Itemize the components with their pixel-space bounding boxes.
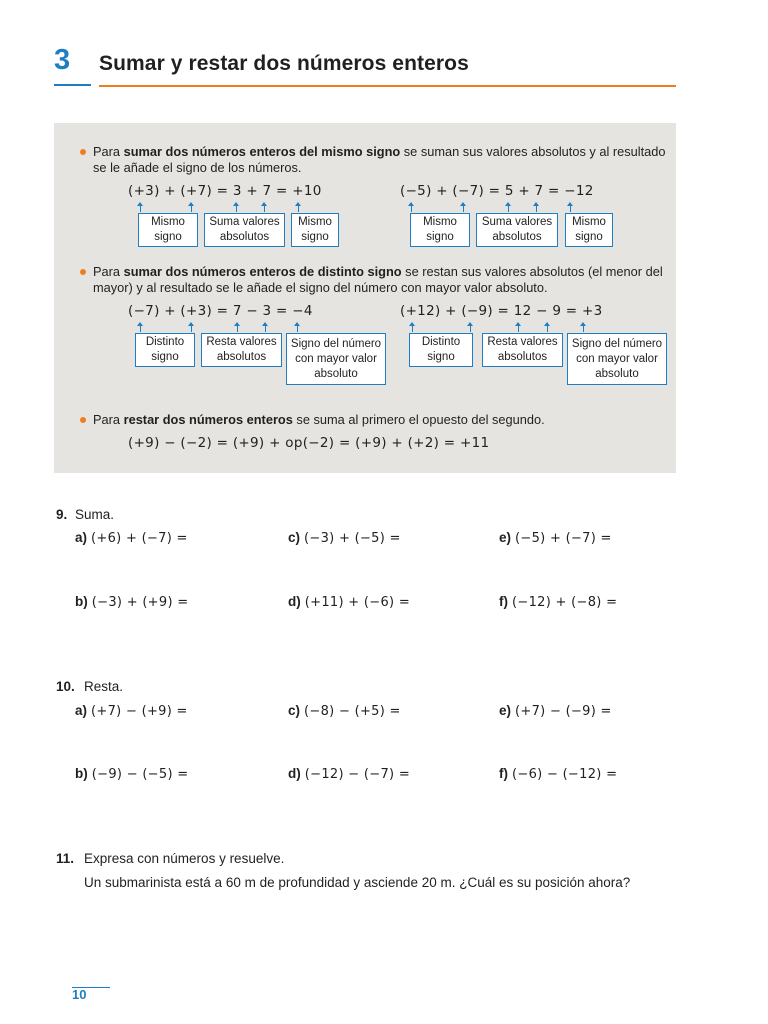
bullet-icon (80, 417, 86, 423)
rule3-example: (+9) − (−2) = (+9) + op(−2) = (+9) + (+2) = +11 (128, 435, 490, 451)
exercise-prompt: Suma. (75, 507, 115, 522)
rule2-example-1: (−7) + (+3) = 7 − 3 = −4 (128, 303, 313, 319)
label-mismo-signo: Mismo signo (291, 213, 339, 247)
page-title: Sumar y restar dos números enteros (99, 52, 469, 75)
exercise-item: f) (−12) + (−8) = (499, 594, 618, 610)
exercise-item: a) (+7) − (+9) = (75, 703, 188, 719)
label-suma-valores-absolutos: Suma valores absolutos (476, 213, 558, 247)
rule2-line1: Para sumar dos números enteros de distinto signo se restan sus valores absolutos (el menor del (93, 264, 663, 279)
exercise-statement: Un submarinista está a 60 m de profundidad y asciende 20 m. ¿Cuál es su posición ahora? (84, 875, 631, 890)
page-number: 10 (72, 987, 87, 1002)
exercise-number: 10. (56, 679, 75, 694)
label-signo-mayor-valor: Signo del número con mayor valor absoluto (567, 333, 667, 385)
label-suma-valores-absolutos: Suma valores absolutos (204, 213, 285, 247)
rule1-example-2: (−5) + (−7) = 5 + 7 = −12 (400, 183, 594, 199)
rule1-line1: Para sumar dos números enteros del mismo signo se suman sus valores absolutos y al resultado (93, 144, 666, 159)
exercise-prompt: Expresa con números y resuelve. (84, 851, 285, 866)
title-underline (99, 85, 676, 87)
exercise-item: e) (+7) − (−9) = (499, 703, 612, 719)
exercise-number: 9. (56, 507, 68, 522)
exercise-item: a) (+6) + (−7) = (75, 530, 188, 546)
rule1-line2: se le añade el signo de los números. (93, 160, 302, 175)
label-mismo-signo: Mismo signo (410, 213, 470, 247)
section-number-underline (54, 84, 91, 86)
label-distinto-signo: Distinto signo (135, 333, 195, 367)
exercise-item: b) (−9) − (−5) = (75, 766, 189, 782)
exercise-item: c) (−3) + (−5) = (288, 530, 401, 546)
exercise-prompt: Resta. (84, 679, 124, 694)
rule2-line2: mayor) y al resultado se le añade el signo del número con mayor valor absoluto. (93, 280, 548, 295)
exercise-item: e) (−5) + (−7) = (499, 530, 612, 546)
label-distinto-signo: Distinto signo (409, 333, 473, 367)
rule2-example-2: (+12) + (−9) = 12 − 9 = +3 (400, 303, 603, 319)
bullet-icon (80, 269, 86, 275)
rule3-line1: Para restar dos números enteros se suma al primero el opuesto del segundo. (93, 412, 545, 427)
exercise-number: 11. (56, 851, 75, 866)
label-mismo-signo: Mismo signo (565, 213, 613, 247)
exercise-item: c) (−8) − (+5) = (288, 703, 401, 719)
rule1-example-1: (+3) + (+7) = 3 + 7 = +10 (128, 183, 322, 199)
label-resta-valores-absolutos: Resta valores absolutos (201, 333, 282, 367)
section-number: 3 (54, 44, 71, 76)
exercise-item: d) (−12) − (−7) = (288, 766, 411, 782)
label-mismo-signo: Mismo signo (138, 213, 198, 247)
label-signo-mayor-valor: Signo del número con mayor valor absoluto (286, 333, 386, 385)
label-resta-valores-absolutos: Resta valores absolutos (482, 333, 563, 367)
exercise-item: b) (−3) + (+9) = (75, 594, 189, 610)
exercise-item: f) (−6) − (−12) = (499, 766, 618, 782)
bullet-icon (80, 149, 86, 155)
exercise-item: d) (+11) + (−6) = (288, 594, 411, 610)
